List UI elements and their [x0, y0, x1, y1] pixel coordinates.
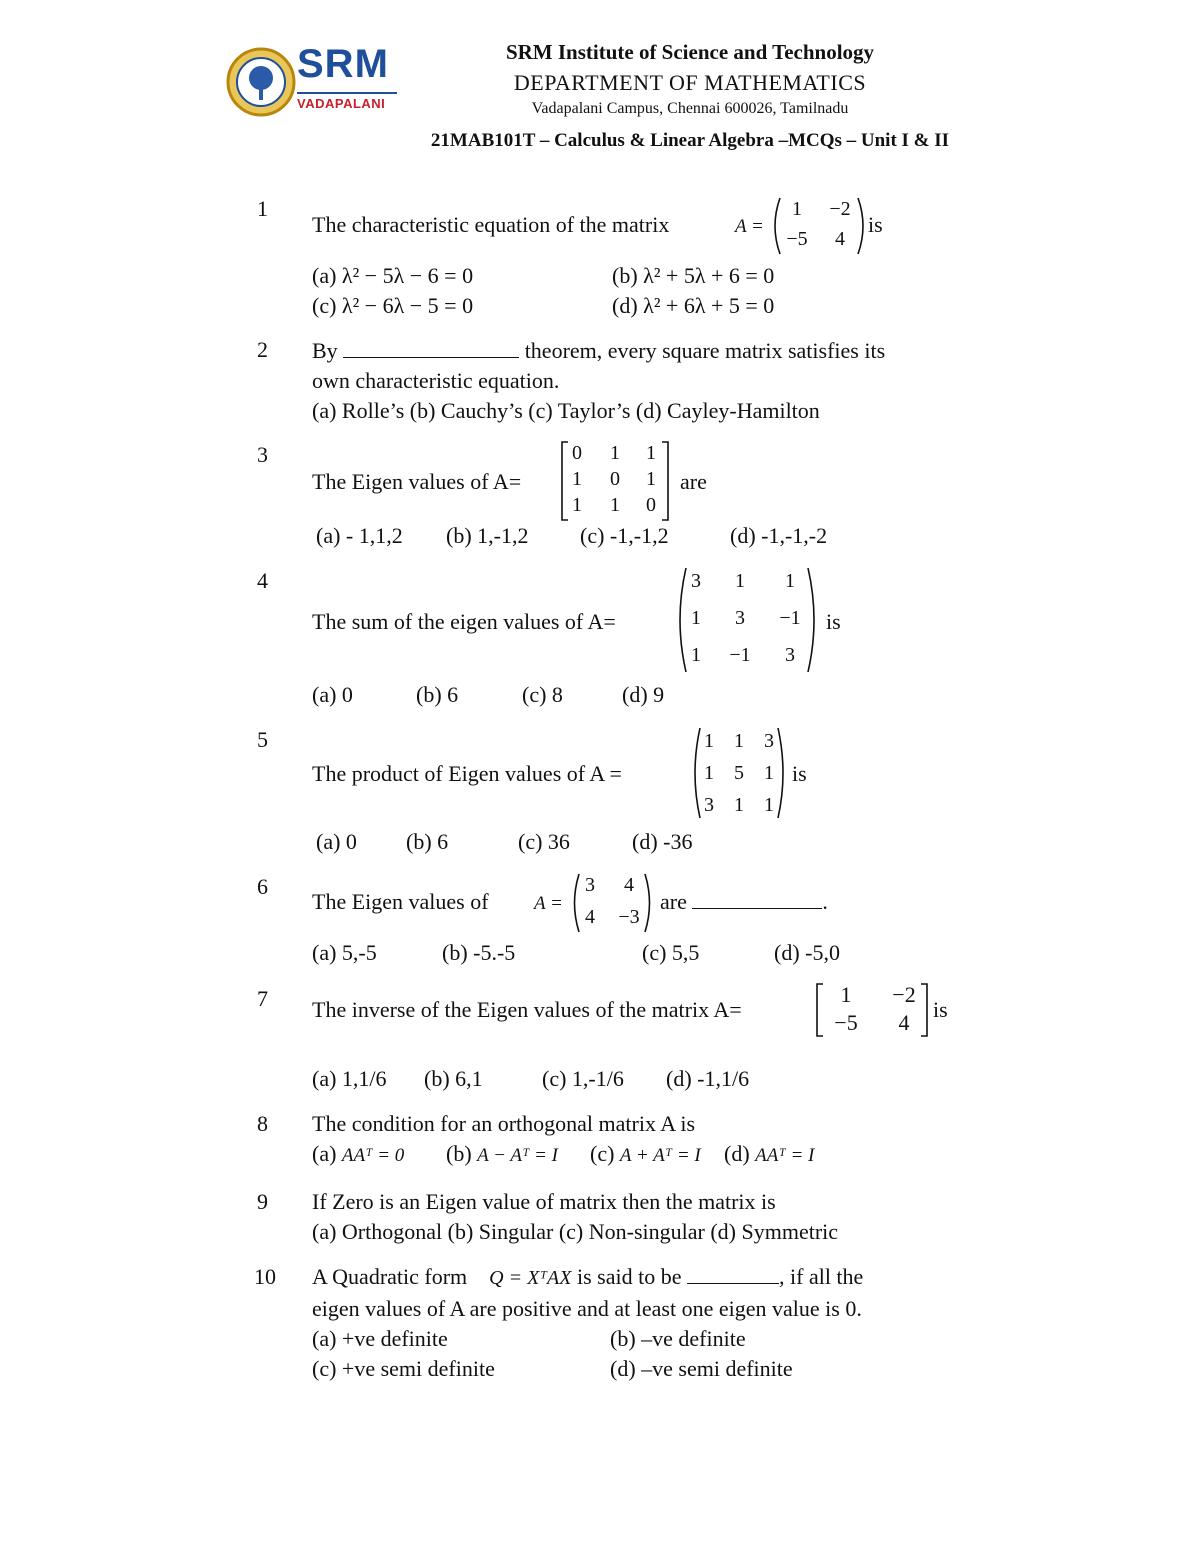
answer-blank [343, 337, 519, 358]
option-b [446, 1141, 558, 1167]
option-c: (c) 8 [522, 682, 563, 707]
question-text: The sum of the eigen values of A= [312, 609, 616, 634]
matrix-cell: 1 [704, 730, 714, 752]
matrix-q6 [570, 872, 654, 934]
question-number: 6 [257, 874, 268, 899]
question-suffix: is [792, 761, 807, 786]
matrix-cell: −5 [786, 228, 808, 250]
matrix-label: A = [534, 893, 563, 914]
matrix-cell: 1 [840, 982, 852, 1007]
question-suffix: are . [660, 889, 828, 914]
matrix-cell: 1 [691, 644, 701, 666]
question-text: The Eigen values of [312, 889, 489, 914]
question-suffix: is [826, 609, 841, 634]
question-text-line2: own characteristic equation. [312, 368, 560, 393]
option-d: (d) -36 [632, 829, 693, 854]
matrix-cell: 1 [785, 570, 795, 592]
question-number: 5 [257, 727, 268, 752]
question-text-line1 [312, 336, 885, 365]
option-c: (c) +ve semi definite [312, 1356, 495, 1381]
option-c: (c) 1,-1/6 [542, 1066, 624, 1091]
matrix-cell: −5 [834, 1010, 858, 1035]
question-text: The Eigen values of A= [312, 469, 522, 494]
question-number: 7 [257, 986, 268, 1011]
question-text-mid: is said to be [577, 1264, 682, 1289]
quadratic-formula: Q = XᵀAX [489, 1267, 572, 1289]
question-text-start: By [312, 338, 338, 363]
question-text: If Zero is an Eigen value of matrix then the matrix is [312, 1189, 776, 1214]
matrix-cell: −1 [779, 607, 801, 629]
option-c: (c) -1,-1,2 [580, 523, 669, 548]
option-b: (b) 6,1 [424, 1066, 483, 1091]
question-number: 10 [254, 1264, 276, 1289]
matrix-cell: −2 [829, 198, 851, 220]
option-b: (b) 1,-1,2 [446, 523, 529, 548]
question-text-end: , if all the [779, 1264, 864, 1289]
matrix-cell: 1 [691, 607, 701, 629]
question-suffix: is [933, 997, 948, 1022]
option-label: (a) [312, 1141, 337, 1166]
question-number: 4 [257, 568, 268, 593]
matrix-cell: 0 [646, 494, 656, 516]
question-text: The condition for an orthogonal matrix A is [312, 1111, 696, 1136]
option-d: (d) -1,1/6 [666, 1066, 750, 1091]
department-name: DEPARTMENT OF MATHEMATICS [513, 70, 867, 95]
question-text-end: theorem, every square matrix satisfies its [524, 338, 886, 363]
option-b: (b) λ² + 5λ + 6 = 0 [612, 263, 775, 288]
option-a: (a) 0 [312, 682, 353, 707]
question-suffix-text: are [660, 889, 687, 914]
question-text-line1 [312, 1262, 863, 1293]
options-line: (a) Rolle’s (b) Cauchy’s (c) Taylor’s (d) Cayley-Hamilton [312, 398, 820, 423]
option-d: (d) –ve semi definite [610, 1356, 793, 1381]
option-b: (b) –ve definite [610, 1326, 746, 1351]
option-d: (d) -1,-1,-2 [730, 523, 828, 548]
option-formula: AAᵀ = 0 [341, 1145, 405, 1166]
matrix-cell: 0 [572, 442, 582, 464]
question-suffix: are [680, 469, 707, 494]
matrix-cell: 1 [735, 570, 745, 592]
logo-text: SRM [297, 42, 389, 86]
question-text-line2: eigen values of A are positive and at least one eigen value is 0. [312, 1296, 862, 1321]
campus-address: Vadapalani Campus, Chennai 600026, Tamilnadu [531, 100, 849, 117]
matrix-cell: −1 [729, 644, 751, 666]
matrix-cell: 4 [898, 1010, 910, 1035]
option-b: (b) 6 [416, 682, 459, 707]
option-c: (c) 36 [518, 829, 570, 854]
option-b: (b) 6 [406, 829, 449, 854]
option-formula: A + Aᵀ = I [619, 1145, 701, 1166]
matrix-cell: −2 [892, 982, 916, 1007]
question-number: 8 [257, 1111, 268, 1136]
option-d: (d) -5,0 [774, 940, 840, 965]
answer-blank [692, 888, 822, 909]
matrix-cell: 4 [624, 874, 634, 896]
question-number: 3 [257, 442, 268, 467]
matrix-cell: 0 [610, 468, 620, 490]
matrix-cell: 1 [610, 442, 620, 464]
matrix-q3 [559, 440, 671, 522]
matrix-cell: 3 [691, 570, 701, 592]
matrix-q4 [674, 566, 820, 674]
matrix-cell: 3 [735, 607, 745, 629]
question-text: The characteristic equation of the matrix [312, 212, 670, 237]
matrix-cell: 4 [835, 228, 845, 250]
matrix-cell: 1 [646, 442, 656, 464]
institute-name: SRM Institute of Science and Technology [505, 40, 875, 64]
option-label: (b) [446, 1141, 472, 1166]
matrix-cell: 3 [785, 644, 795, 666]
question-number: 1 [257, 196, 268, 221]
matrix-cell: 4 [585, 906, 595, 928]
matrix-cell: 1 [572, 494, 582, 516]
options-line: (a) Orthogonal (b) Singular (c) Non-singular (d) Symmetric [312, 1219, 839, 1244]
option-formula: AAᵀ = I [755, 1145, 815, 1166]
matrix-cell: 3 [704, 794, 714, 816]
matrix-cell: 1 [572, 468, 582, 490]
option-b: (b) -5.-5 [442, 940, 516, 965]
matrix-q1 [770, 196, 868, 256]
option-c: (c) 5,5 [642, 940, 700, 965]
option-label: (d) [724, 1141, 750, 1166]
option-a: (a) - 1,1,2 [316, 523, 403, 548]
matrix-cell: 1 [734, 794, 744, 816]
option-label: (c) [590, 1141, 615, 1166]
option-a: (a) λ² − 5λ − 6 = 0 [312, 263, 474, 288]
option-a: (a) 5,-5 [312, 940, 377, 965]
question-number: 2 [257, 337, 268, 362]
option-a: (a) 1,1/6 [312, 1066, 387, 1091]
option-a: (a) 0 [316, 829, 357, 854]
matrix-cell: 1 [734, 730, 744, 752]
matrix-cell: 3 [764, 730, 774, 752]
option-a: (a) +ve definite [312, 1326, 448, 1351]
question-text: The inverse of the Eigen values of the matrix A= [312, 997, 742, 1022]
option-c: (c) λ² − 6λ − 5 = 0 [312, 293, 474, 318]
matrix-cell: 5 [734, 762, 744, 784]
matrix-cell: 3 [585, 874, 595, 896]
answer-blank [687, 1263, 779, 1284]
option-d: (d) 9 [622, 682, 665, 707]
matrix-cell: 1 [646, 468, 656, 490]
matrix-cell: 1 [792, 198, 802, 220]
question-number: 9 [257, 1189, 268, 1214]
matrix-cell: 1 [610, 494, 620, 516]
matrix-label: A = [735, 216, 764, 237]
question-suffix: is [868, 212, 883, 237]
matrix-cell: 1 [764, 794, 774, 816]
option-d: (d) λ² + 6λ + 5 = 0 [612, 293, 775, 318]
question-text: The product of Eigen values of A = [312, 761, 622, 786]
option-d [724, 1141, 814, 1167]
option-c [590, 1141, 701, 1167]
matrix-q7 [814, 982, 930, 1038]
question-text-start: A Quadratic form [312, 1264, 468, 1289]
course-title: 21MAB101T – Calculus & Linear Algebra –MCQs – Unit I & II [430, 130, 950, 151]
option-a [312, 1141, 404, 1167]
option-formula: A − Aᵀ = I [477, 1145, 558, 1166]
matrix-cell: 1 [764, 762, 774, 784]
logo-subtext: VADAPALANI [297, 96, 386, 111]
matrix-q5 [690, 726, 788, 820]
matrix-cell: −3 [618, 906, 640, 928]
matrix-cell: 1 [704, 762, 714, 784]
